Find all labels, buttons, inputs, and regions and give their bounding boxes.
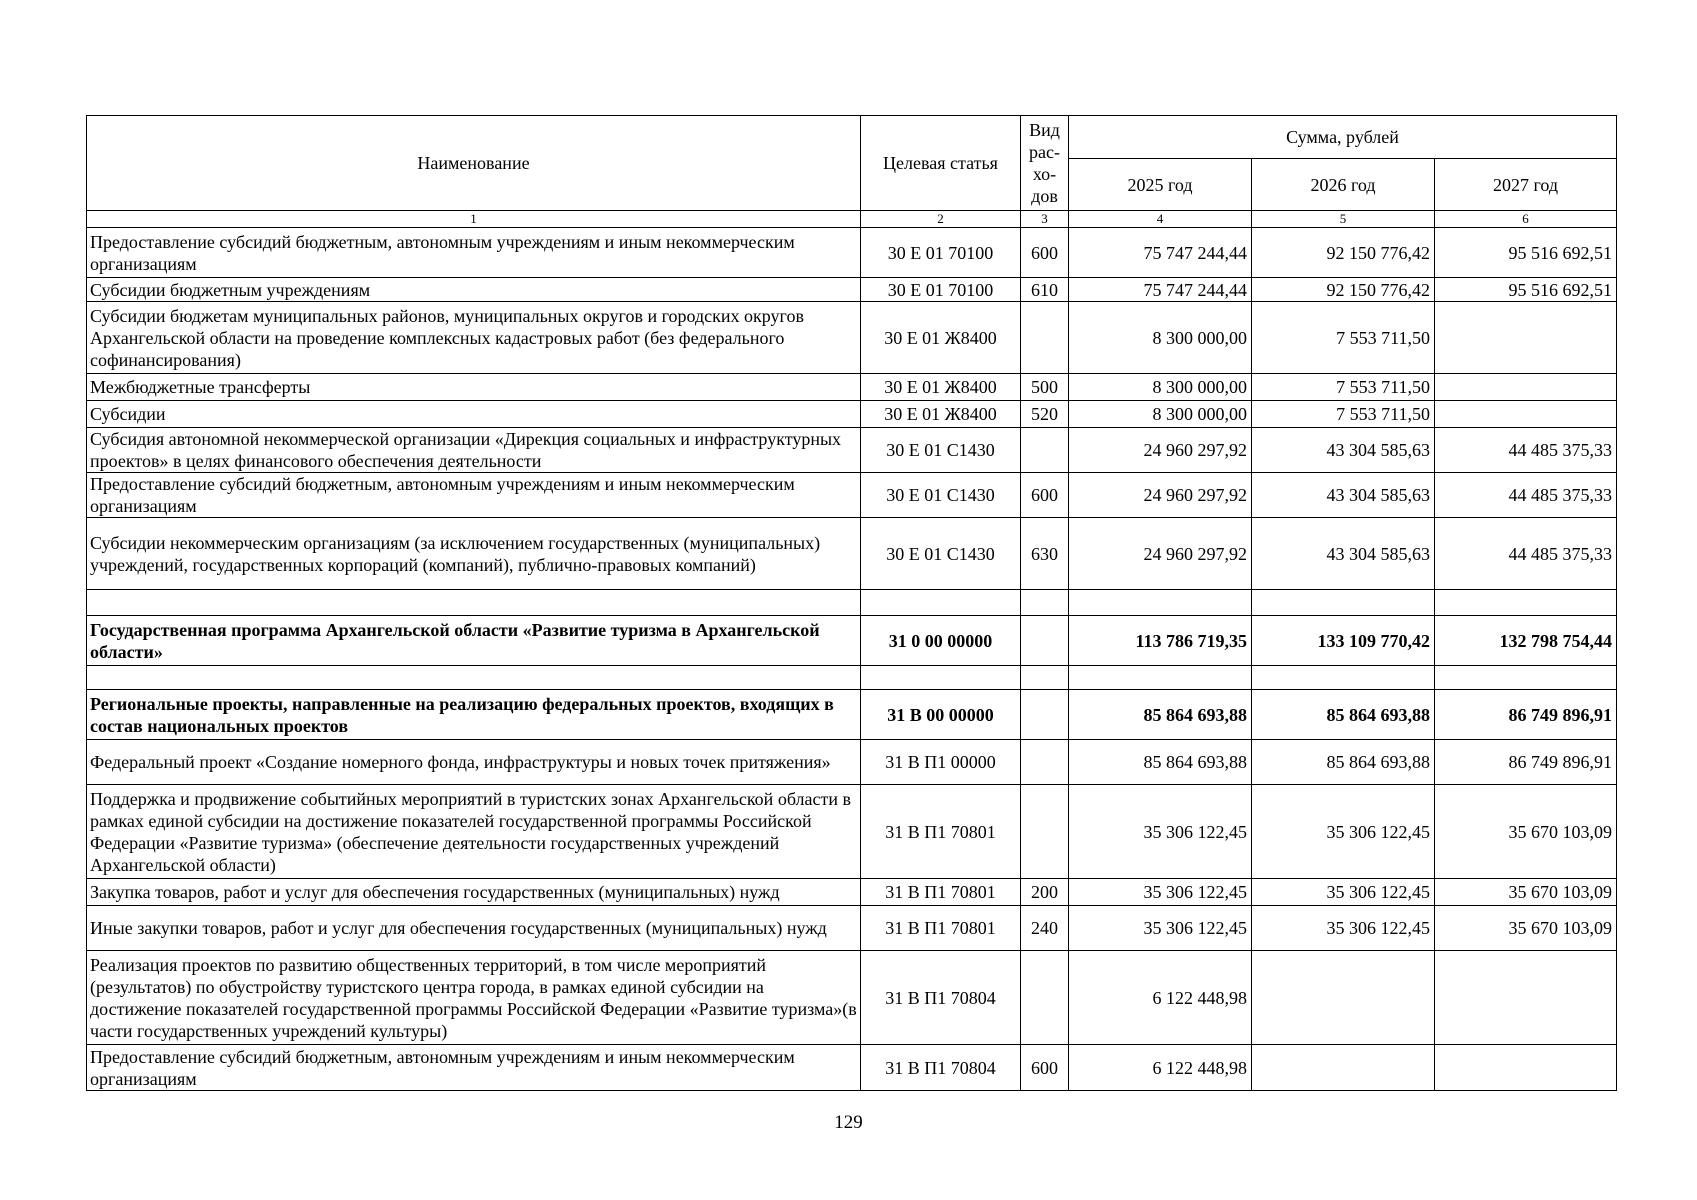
- row-name: [87, 590, 861, 616]
- row-amount-2027: [1435, 302, 1617, 374]
- row-expense-type: [1021, 951, 1069, 1045]
- header-year-2027: 2027 год: [1435, 159, 1617, 211]
- row-amount-2026: [1252, 951, 1435, 1045]
- row-target-article: [861, 666, 1021, 690]
- row-name: Федеральный проект «Создание номерного фонда, инфраструктуры и новых точек притяжения»: [87, 740, 861, 785]
- row-amount-2026: 35 306 122,45: [1252, 906, 1435, 951]
- row-target-article: 30 Е 01 С1430: [861, 428, 1021, 473]
- row-amount-2026: 92 150 776,42: [1252, 228, 1435, 278]
- row-amount-2026: [1252, 666, 1435, 690]
- row-expense-type: [1021, 785, 1069, 879]
- row-expense-type: [1021, 616, 1069, 666]
- row-expense-type: 600: [1021, 228, 1069, 278]
- row-target-article: 31 В П1 70801: [861, 785, 1021, 879]
- column-number: 3: [1021, 211, 1069, 228]
- row-expense-type: 200: [1021, 879, 1069, 906]
- row-target-article: 30 Е 01 С1430: [861, 518, 1021, 590]
- row-target-article: 30 Е 01 Ж8400: [861, 401, 1021, 428]
- row-expense-type: 520: [1021, 401, 1069, 428]
- column-number: 5: [1252, 211, 1435, 228]
- row-amount-2027: [1435, 951, 1617, 1045]
- row-amount-2025: 6 122 448,98: [1069, 951, 1252, 1045]
- row-amount-2027: 35 670 103,09: [1435, 906, 1617, 951]
- row-target-article: 31 В П1 70801: [861, 879, 1021, 906]
- table-row: [87, 401, 1617, 428]
- row-amount-2026: 133 109 770,42: [1252, 616, 1435, 666]
- row-amount-2025: 35 306 122,45: [1069, 906, 1252, 951]
- row-expense-type: 600: [1021, 1045, 1069, 1091]
- row-target-article: 31 В П1 70801: [861, 906, 1021, 951]
- row-amount-2027: 86 749 896,91: [1435, 690, 1617, 740]
- table-row: [87, 951, 1617, 1045]
- row-amount-2025: 24 960 297,92: [1069, 473, 1252, 518]
- header-year-2026: 2026 год: [1252, 159, 1435, 211]
- table-row: [87, 906, 1617, 951]
- column-number: 1: [87, 211, 861, 228]
- table-row: [87, 473, 1617, 518]
- table-row: [87, 302, 1617, 374]
- row-amount-2025: 8 300 000,00: [1069, 374, 1252, 401]
- row-amount-2025: [1069, 666, 1252, 690]
- table-row: [87, 1045, 1617, 1091]
- row-amount-2027: [1435, 374, 1617, 401]
- row-amount-2026: [1252, 590, 1435, 616]
- row-name: Иные закупки товаров, работ и услуг для обеспечения государственных (муниципальных) нужд: [87, 906, 861, 951]
- column-number: 6: [1435, 211, 1617, 228]
- row-amount-2027: 35 670 103,09: [1435, 879, 1617, 906]
- row-amount-2025: 6 122 448,98: [1069, 1045, 1252, 1091]
- row-target-article: 31 В 00 00000: [861, 690, 1021, 740]
- row-amount-2027: [1435, 590, 1617, 616]
- header-row-1: [87, 116, 1617, 159]
- row-name: Государственная программа Архангельской области «Развитие туризма в Архангельской области»: [87, 616, 861, 666]
- row-amount-2027: 86 749 896,91: [1435, 740, 1617, 785]
- row-name: Предоставление субсидий бюджетным, автономным учреждениям и иным некоммерческим организациям: [87, 228, 861, 278]
- row-amount-2026: 85 864 693,88: [1252, 690, 1435, 740]
- row-amount-2025: 8 300 000,00: [1069, 302, 1252, 374]
- row-amount-2025: 24 960 297,92: [1069, 428, 1252, 473]
- row-amount-2025: 35 306 122,45: [1069, 879, 1252, 906]
- row-name: Закупка товаров, работ и услуг для обеспечения государственных (муниципальных) нужд: [87, 879, 861, 906]
- row-expense-type: [1021, 590, 1069, 616]
- row-amount-2027: 44 485 375,33: [1435, 428, 1617, 473]
- row-expense-type: [1021, 690, 1069, 740]
- row-target-article: 30 Е 01 70100: [861, 278, 1021, 302]
- row-target-article: 30 Е 01 С1430: [861, 473, 1021, 518]
- table-row: [87, 785, 1617, 879]
- row-amount-2027: [1435, 666, 1617, 690]
- row-name: Реализация проектов по развитию общественных территорий, в том числе мероприятий (результатов) по обустройству туристского центра города, в рамках единой субсидии на достижение показателей государственной программы Российской Федерации «Развитие туризма»(в части государственных учреждений культуры): [87, 951, 861, 1045]
- row-target-article: 30 Е 01 70100: [861, 228, 1021, 278]
- row-target-article: 31 В П1 70804: [861, 1045, 1021, 1091]
- row-amount-2027: [1435, 1045, 1617, 1091]
- row-target-article: 30 Е 01 Ж8400: [861, 302, 1021, 374]
- row-amount-2025: [1069, 590, 1252, 616]
- header-amount: Сумма, рублей: [1069, 116, 1617, 159]
- row-amount-2026: 7 553 711,50: [1252, 302, 1435, 374]
- table-row: [87, 428, 1617, 473]
- row-amount-2026: 43 304 585,63: [1252, 428, 1435, 473]
- row-amount-2027: 95 516 692,51: [1435, 278, 1617, 302]
- row-name: Региональные проекты, направленные на реализацию федеральных проектов, входящих в состав национальных проектов: [87, 690, 861, 740]
- row-amount-2025: 75 747 244,44: [1069, 228, 1252, 278]
- header-name: Наименование: [87, 116, 861, 211]
- row-amount-2025: 85 864 693,88: [1069, 740, 1252, 785]
- row-name: Предоставление субсидий бюджетным, автономным учреждениям и иным некоммерческим организациям: [87, 1045, 861, 1091]
- row-expense-type: [1021, 666, 1069, 690]
- row-expense-type: [1021, 428, 1069, 473]
- row-expense-type: [1021, 740, 1069, 785]
- row-amount-2026: 85 864 693,88: [1252, 740, 1435, 785]
- row-name: Субсидия автономной некоммерческой организации «Дирекция социальных и инфраструктурных проектов» в целях финансового обеспечения деятельности: [87, 428, 861, 473]
- table-row: [87, 616, 1617, 666]
- row-expense-type: 600: [1021, 473, 1069, 518]
- table-body: [87, 228, 1617, 1091]
- table-row: [87, 879, 1617, 906]
- row-name: Субсидии некоммерческим организациям (за исключением государственных (муниципальных) учреждений, государственных корпораций (компаний), публично-правовых компаний): [87, 518, 861, 590]
- header-expense-type: Вид рас-хо-дов: [1021, 116, 1069, 211]
- row-amount-2026: 7 553 711,50: [1252, 401, 1435, 428]
- header-year-2025: 2025 год: [1069, 159, 1252, 211]
- header-target-article: Целевая статья: [861, 116, 1021, 211]
- row-name: Предоставление субсидий бюджетным, автономным учреждениям и иным некоммерческим организациям: [87, 473, 861, 518]
- table-row: [87, 278, 1617, 302]
- column-number: 2: [861, 211, 1021, 228]
- row-target-article: 31 В П1 00000: [861, 740, 1021, 785]
- budget-table: [86, 115, 1617, 1091]
- row-target-article: 31 0 00 00000: [861, 616, 1021, 666]
- row-expense-type: 240: [1021, 906, 1069, 951]
- row-amount-2026: [1252, 1045, 1435, 1091]
- row-name: [87, 666, 861, 690]
- row-target-article: 30 Е 01 Ж8400: [861, 374, 1021, 401]
- row-amount-2025: 8 300 000,00: [1069, 401, 1252, 428]
- row-amount-2027: 35 670 103,09: [1435, 785, 1617, 879]
- row-amount-2026: 35 306 122,45: [1252, 879, 1435, 906]
- table-row: [87, 228, 1617, 278]
- row-target-article: [861, 590, 1021, 616]
- row-amount-2025: 75 747 244,44: [1069, 278, 1252, 302]
- row-expense-type: 500: [1021, 374, 1069, 401]
- row-amount-2026: 7 553 711,50: [1252, 374, 1435, 401]
- row-amount-2026: 35 306 122,45: [1252, 785, 1435, 879]
- table-row: [87, 374, 1617, 401]
- row-amount-2025: 35 306 122,45: [1069, 785, 1252, 879]
- row-amount-2026: 92 150 776,42: [1252, 278, 1435, 302]
- table-row: [87, 690, 1617, 740]
- row-amount-2026: 43 304 585,63: [1252, 518, 1435, 590]
- column-number-row: [87, 211, 1617, 228]
- row-amount-2025: 113 786 719,35: [1069, 616, 1252, 666]
- table-row: [87, 740, 1617, 785]
- row-name: Межбюджетные трансферты: [87, 374, 861, 401]
- row-amount-2027: 44 485 375,33: [1435, 518, 1617, 590]
- row-amount-2027: 132 798 754,44: [1435, 616, 1617, 666]
- row-expense-type: 610: [1021, 278, 1069, 302]
- table-row: [87, 666, 1617, 690]
- row-amount-2025: 24 960 297,92: [1069, 518, 1252, 590]
- column-number: 4: [1069, 211, 1252, 228]
- row-name: Субсидии: [87, 401, 861, 428]
- row-expense-type: 630: [1021, 518, 1069, 590]
- row-amount-2026: 43 304 585,63: [1252, 473, 1435, 518]
- page-number: 129: [834, 1112, 863, 1133]
- row-amount-2027: 95 516 692,51: [1435, 228, 1617, 278]
- row-amount-2027: 44 485 375,33: [1435, 473, 1617, 518]
- row-name: Субсидии бюджетным учреждениям: [87, 278, 861, 302]
- row-name: Поддержка и продвижение событийных мероприятий в туристских зонах Архангельской области в рамках единой субсидии на достижение показателей государственной программы Российской Федерации «Развитие туризма» (обеспечение деятельности государственных учреждений Архангельской области): [87, 785, 861, 879]
- row-amount-2025: 85 864 693,88: [1069, 690, 1252, 740]
- row-expense-type: [1021, 302, 1069, 374]
- table-row: [87, 590, 1617, 616]
- table-row: [87, 518, 1617, 590]
- row-amount-2027: [1435, 401, 1617, 428]
- row-target-article: 31 В П1 70804: [861, 951, 1021, 1045]
- row-name: Субсидии бюджетам муниципальных районов, муниципальных округов и городских округов Архангельской области на проведение комплексных кадастровых работ (без федерального софинансирования): [87, 302, 861, 374]
